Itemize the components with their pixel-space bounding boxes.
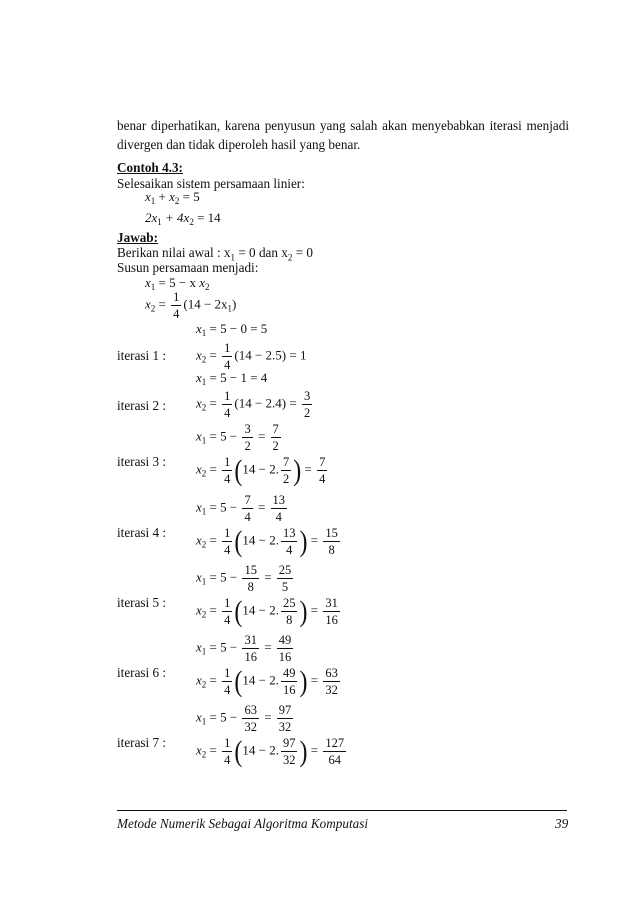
intro-paragraph <box>117 116 569 154</box>
answer-title: Jawab: <box>117 230 159 245</box>
initial-values: Berikan nilai awal : $x_1 = 0$ dan $x_2 = 0$ <box>117 245 314 263</box>
iter4-x2: $x_2$ = $\frac{1}{4}$ (14 − 2. $\frac{13}{4}$ ) = $\frac{15}{8}$ <box>196 525 338 558</box>
iter3-label: iterasi 3 : <box>117 454 167 469</box>
iter1-x1: $x_1 = 5 - 0 = 5$ <box>196 321 268 338</box>
rearranged-eq-1: $x_1 = 5 - x$ $x_2$ <box>145 275 210 292</box>
iter4-x1: $x_1 = 5$ − $\frac{7}{4}$ = $\frac{13}{4}$ <box>196 493 286 524</box>
iter5-x2: $x_2$ = $\frac{1}{4}$ (14 − 2. $\frac{25}{8}$ ) = $\frac{31}{16}$ <box>196 595 338 628</box>
footer-rule <box>117 810 567 811</box>
iter2-x2: $x_2$ = $\frac{1}{4}$ (14 − 2.4) = $\frac{3}{2}$ <box>196 389 311 420</box>
system-equation-2: $2x_1 + 4x_2 = 14$ <box>145 210 221 227</box>
iter7-label: iterasi 7 : <box>117 735 167 750</box>
intro-line-1: benar diperhatikan, karena penyusun yang salah akan menyebabkan iterasi menjadi <box>117 118 569 133</box>
iter3-x2: $x_2$ = $\frac{1}{4}$ (14 − 2. $\frac{7}{2}$ ) = $\frac{7}{4}$ <box>196 454 326 487</box>
iter1-label: iterasi 1 : <box>117 348 167 363</box>
iter5-x1: $x_1 = 5$ − $\frac{15}{8}$ = $\frac{25}{5}$ <box>196 563 292 594</box>
iter5-label: iterasi 5 : <box>117 595 167 610</box>
iter7-x2: $x_2$ = $\frac{1}{4}$ (14 − 2. $\frac{97}{32}$ ) = $\frac{127}{64}$ <box>196 735 345 768</box>
iter6-x1: $x_1 = 5$ − $\frac{31}{16}$ = $\frac{49}{16}$ <box>196 633 292 664</box>
iter6-label: iterasi 6 : <box>117 665 167 680</box>
footer-title: Metode Numerik Sebagai Algoritma Komputasi <box>117 816 369 831</box>
iter1-x2: $x_2$ = $\frac{1}{4}$ (14 − 2.5) = 1 <box>196 341 307 372</box>
rearranged-eq-2: $x_2$ = $\frac{1}{4}$ $(14 - 2x_1)$ <box>145 290 237 321</box>
page-number: 39 <box>555 816 569 831</box>
example-prompt: Selesaikan sistem persamaan linier: <box>117 176 305 191</box>
rearrange-text: Susun persamaan menjadi: <box>117 260 259 275</box>
iter2-label: iterasi 2 : <box>117 398 167 413</box>
iter6-x2: $x_2$ = $\frac{1}{4}$ (14 − 2. $\frac{49}{16}$ ) = $\frac{63}{32}$ <box>196 665 338 698</box>
iter2-x1: $x_1 = 5 - 1 = 4$ <box>196 370 268 387</box>
iter3-x1: $x_1 = 5$ − $\frac{3}{2}$ = $\frac{7}{2}$ <box>196 422 279 453</box>
intro-line-2: divergen dan tidak diperoleh hasil yang benar. <box>117 137 361 152</box>
iter7-x1: $x_1 = 5$ − $\frac{63}{32}$ = $\frac{97}{32}$ <box>196 703 292 734</box>
example-title: Contoh 4.3: <box>117 160 183 175</box>
iter4-label: iterasi 4 : <box>117 525 167 540</box>
system-equation-1: $x_1 + x_2 = 5$ <box>145 189 200 206</box>
